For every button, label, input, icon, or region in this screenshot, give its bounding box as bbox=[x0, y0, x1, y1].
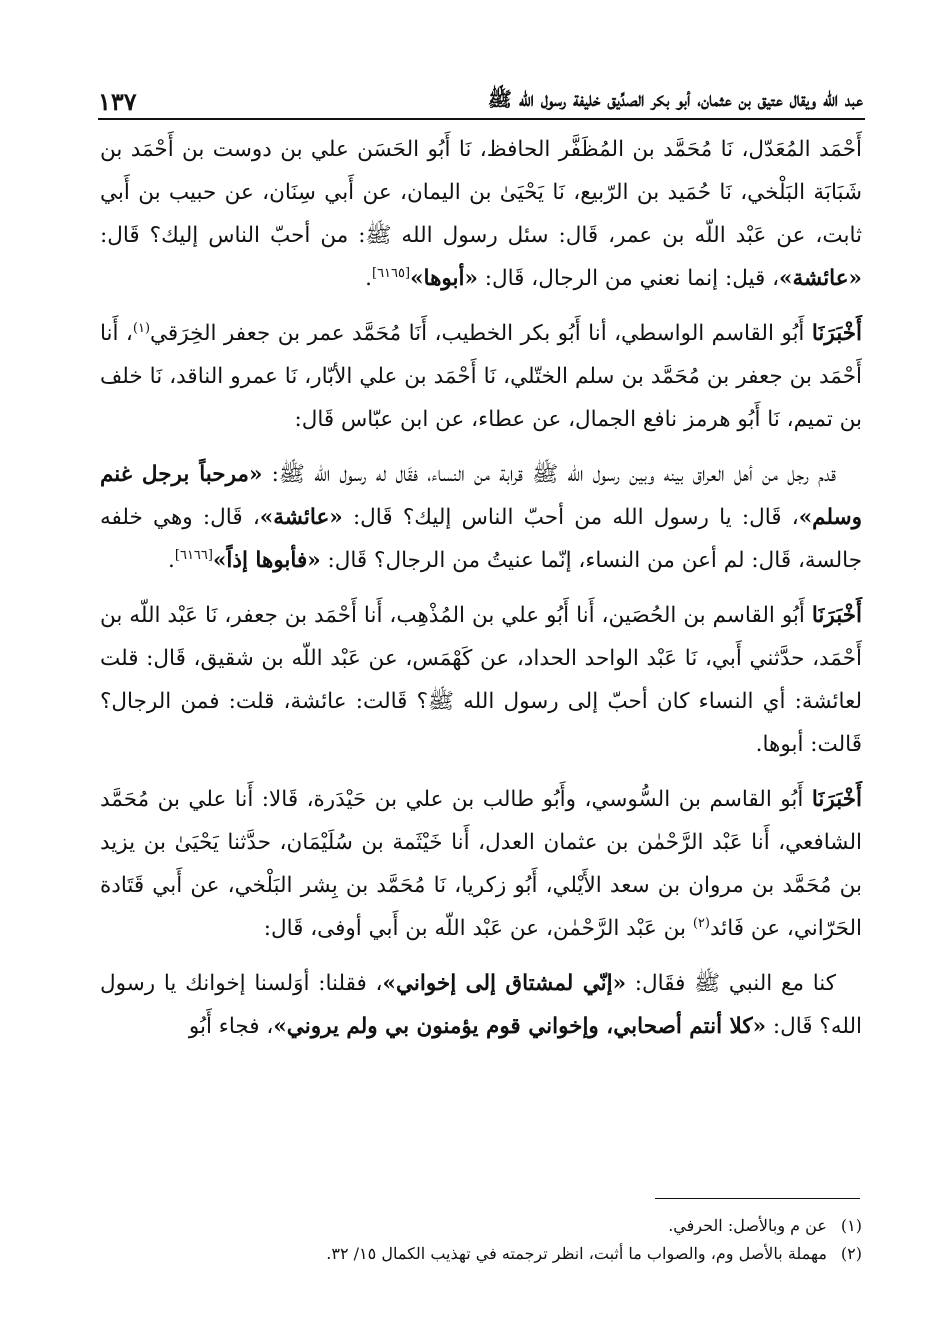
paragraph-text: بن عَبْد الرَّحْمٰن، عن عَبْد اللّه بن أَبي أوفى، قَال: bbox=[263, 916, 693, 941]
paragraph-text: كنا مع النبي ﷺ فقَال: bbox=[626, 971, 837, 996]
header-title: عبد الله ويقال عتيق بن عثمان، أبو بكر الصدِّيق خليفة رسول الله ﷺ bbox=[487, 87, 863, 111]
paragraph-2 bbox=[100, 312, 862, 441]
hadith-reference-number: [٦١٦٥] bbox=[371, 265, 411, 281]
paragraph-1 bbox=[100, 128, 862, 300]
quoted-speech: «عائشة» bbox=[779, 266, 862, 291]
paragraph-text: . bbox=[365, 266, 372, 291]
footnote-text: مهملة بالأصل وم، والصواب ما أثبت، انظر ترجمته في تهذيب الكمال ١٥/ ٣٢. bbox=[326, 1244, 827, 1263]
header-rule bbox=[98, 118, 865, 120]
paragraph-4 bbox=[100, 594, 862, 766]
paragraph-text: ، قيل: إنما نعني من الرجال، قَال: bbox=[477, 266, 780, 291]
quoted-speech: «إنّي لمشتاق إلى إخواني» bbox=[382, 971, 627, 996]
quoted-speech: «مرحباً برجل غنم وسلم» bbox=[100, 462, 862, 530]
footnote-marker[interactable]: (١) bbox=[132, 320, 151, 336]
paragraph-text: ، قَال: يا رسول الله من أحبّ الناس إليك؟ قَال: bbox=[342, 505, 799, 530]
paragraph-text: ، أَنا أَحْمَد بن جعفر بن مُحَمَّد بن سلم الختّلي، نَا أَحْمَد بن علي الأبّار، نَا عمرو الناقد، نَا خلف بن تميم، نَا أَبُو هرمز نافع الجمال، عن عطاء، عن ابن عبّاس قَال: bbox=[100, 321, 862, 432]
paragraph-text: قدم رجل من أهل العراق بينه وبين رسول الله ﷺ قرابة من النساء، فقَال له رسول الله ﷺ: bbox=[262, 462, 837, 487]
quoted-speech: «كلا أنتم أصحابي، وإخواني قوم يؤمنون بي ولم يروني» bbox=[273, 1014, 767, 1039]
footnote-number: (٢) bbox=[840, 1244, 862, 1263]
footnote-2 bbox=[100, 1240, 862, 1268]
paragraph-text: أَبُو القاسم بن السُّوسي، وأَبُو طالب بن علي بن حَيْدَرة، قَالا: أَنا علي بن مُحَمَّد الشافعي، أَنا عَبْد الرَّحْمٰن بن عثمان العدل، أَنا خَيْثَمة بن سُلَيْمَان، حدَّثنا يَحْيَىٰ بن يزيد بن مُحَمَّد بن مروان بن سعد الأَيْلي، أَبُو زكريا، نَا مُحَمَّد بن بِشر البَلْخي، عن أَبي قَتَادة الحَرّاني، عن فَائد bbox=[100, 787, 862, 941]
paragraph-6 bbox=[100, 962, 862, 1048]
paragraph-text: ، فجاء أَبُو bbox=[188, 1014, 274, 1039]
paragraph-text: أَبُو القاسم الواسطي، أنا أَبُو بكر الخطيب، أَنَا مُحَمَّد عمر بن جعفر الخِرَقي bbox=[150, 321, 812, 346]
quoted-speech: «أبوها» bbox=[410, 266, 478, 291]
isnad-lead-word: أَخْبَرَنَا bbox=[811, 321, 862, 346]
paragraph-text: ، قَال: وهي خلفه جالسة، قَال: لم أعن من النساء، إنّما عنيتُ من الرجال؟ قَال: bbox=[100, 505, 862, 573]
paragraph-text: أَحْمَد المُعَدّل، نَا مُحَمَّد بن المُظَفَّر الحافظ، نَا أَبُو الحَسَن علي بن دوست بن أَحْمَد بن شَبَابَة البَلْخي، نَا حُمَيد بن الرّبيع، نَا يَحْيَىٰ بن اليمان، عن أَبي سِنَان، عن حبيب بن أَبي ثابت، عن عَبْد اللّه بن عمر، قَال: سئل رسول الله ﷺ: من أحبّ الناس إليك؟ قَال: bbox=[100, 137, 862, 248]
isnad-lead-word: أَخْبَرَنَا bbox=[811, 603, 862, 628]
footnote-marker[interactable]: (٢) bbox=[692, 915, 710, 931]
quoted-speech: «عائشة» bbox=[259, 505, 343, 530]
footnote-text: عن م وبالأصل: الحرفي. bbox=[668, 1216, 827, 1235]
paragraph-text: ، فقلنا: أوَلسنا إخوانك يا رسول الله؟ قَال: bbox=[100, 971, 862, 1039]
paragraph-5 bbox=[100, 778, 862, 950]
page-number: ١٣٧ bbox=[98, 87, 137, 116]
paragraph-text: . bbox=[168, 548, 175, 573]
footnote-1 bbox=[100, 1212, 862, 1240]
hadith-reference-number: [٦١٦٦] bbox=[174, 547, 213, 563]
isnad-lead-word: أَخْبَرَنَا bbox=[811, 787, 862, 812]
running-header bbox=[98, 76, 863, 116]
paragraph-3 bbox=[100, 453, 862, 582]
quoted-speech: «فأبوها إذاً» bbox=[212, 548, 321, 573]
footnotes bbox=[100, 1212, 862, 1268]
main-text bbox=[100, 128, 862, 1060]
footnote-number: (١) bbox=[840, 1216, 862, 1235]
footnote-divider bbox=[655, 1198, 860, 1199]
paragraph-text: أَبُو القاسم بن الحُصَين، أَنا أَبُو علي بن المُذْهِب، أَنا أَحْمَد بن جعفر، نَا عَبْد اللّه بن أَحْمَد، حدَّثني أَبي، نَا عَبْد الواحد الحداد، عن كَهْمَس، عن عَبْد اللّه بن شقيق، قَال: قلت لعائشة: أي النساء كان أحبّ إلى رسول الله ﷺ؟ قَالت: عائشة، قلت: فمن الرجال؟ قَالت: أبوها. bbox=[100, 603, 862, 757]
